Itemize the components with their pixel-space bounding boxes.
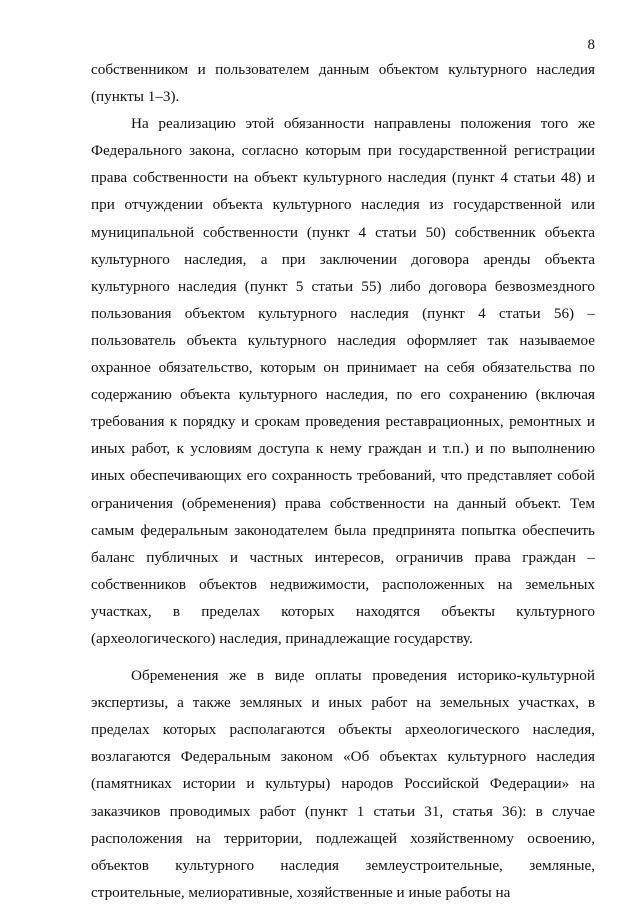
paragraph-obligations: На реализацию этой обязанности направлены положения того же Федерального закона, согласно которым при государственной регистрации права собственности на объект культурного наследия (пункт 4 статьи 48) и при отчуждении объекта культурного наследия из государственной или муниципальной собственности (пункт 4 статьи 50) собственник объекта культурного наследия, а при заключении договора аренды объекта культурного наследия (пункт 5 статьи 55) либо договора безвозмездного пользования объектом культурного наследия (пункт 4 статьи 56) – пользователь объекта культурного наследия оформляет так называемое охранное обязательство, которым он принимает на себя обязательства по содержанию объекта культурного наследия, по его сохранению (включая требования к порядку и срокам проведения реставрационных, ремонтных и иных работ, к условиям доступа к нему граждан и т.п.) и по выполнению иных обеспечивающих его сохранность требований, что представляет собой ограничения (обременения) права собственности на данный объект. Тем самым федеральным законодателем была предпринята попытка обеспечить баланс публичных и частных интересов, ограничив права граждан – собственников объектов недвижимости, расположенных на земельных участках, в пределах которых находятся объекты культурного (археологического) наследия, принадлежащие государству.	[91, 115, 595, 647]
paragraph-encumbrances: Обременения же в виде оплаты проведения историко-культурной экспертизы, а также земляных и иных работ на земельных участках, в пределах которых располагаются объекты археологического наследия, возлагаются Федеральным законом «Об объектах культурного наследия (памятниках истории и культуры) народов Российской Федерации» на заказчиков проводимых работ (пункт 1 статьи 31, статья 36): в случае расположения на территории, подлежащей хозяйственному освоению, объектов культурного наследия землеустроительные, земляные, строительные, мелиоративные, хозяйственные и иные работы на	[91, 667, 595, 901]
paragraph-continuation: собственником и пользователем данным объектом культурного наследия (пункты 1–3).	[91, 61, 595, 106]
document-body	[91, 56, 595, 906]
page-number: 8	[587, 37, 595, 53]
